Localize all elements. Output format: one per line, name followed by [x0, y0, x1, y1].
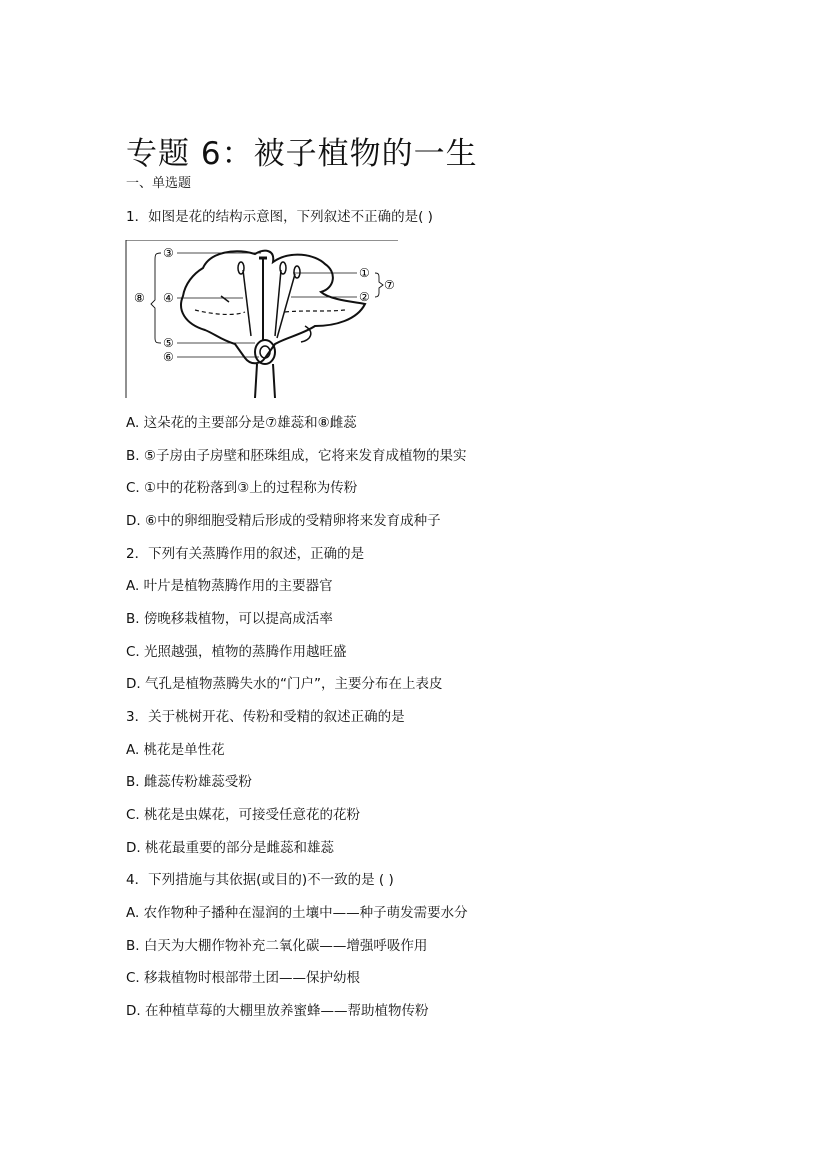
label-8: ⑧: [134, 291, 145, 305]
question-4-option-d: D. 在种植草莓的大棚里放养蜜蜂——帮助植物传粉: [126, 1003, 429, 1019]
question-1-option-d: D. ⑥中的卵细胞受精后形成的受精卵将来发育成种子: [126, 513, 441, 529]
question-4-option-c: C. 移栽植物时根部带土团——保护幼根: [126, 970, 361, 986]
question-2-option-a: A. 叶片是植物蒸腾作用的主要器官: [126, 578, 333, 594]
question-3-option-a: A. 桃花是单性花: [126, 742, 225, 758]
label-3: ③: [163, 246, 174, 260]
question-2-option-b: B. 傍晚移栽植物，可以提高成活率: [126, 611, 333, 627]
question-1-option-a: A. 这朵花的主要部分是⑦雄蕊和⑧雌蕊: [126, 415, 357, 431]
label-4: ④: [163, 291, 174, 305]
flower-structure-diagram: [125, 240, 400, 398]
question-3-option-d: D. 桃花最重要的部分是雌蕊和雄蕊: [126, 840, 334, 856]
question-3-option-c: C. 桃花是虫媒花，可接受任意花的花粉: [126, 807, 361, 823]
question-3-option-b: B. 雌蕊传粉雄蕊受粉: [126, 774, 252, 790]
question-1-option-c: C. ①中的花粉落到③上的过程称为传粉: [126, 480, 358, 496]
label-7: ⑦: [384, 278, 395, 292]
question-2-option-c: C. 光照越强，植物的蒸腾作用越旺盛: [126, 644, 347, 660]
label-1: ①: [359, 266, 370, 280]
question-2-option-d: D. 气孔是植物蒸腾失水的“门户”，主要分布在上表皮: [126, 676, 443, 692]
question-3-stem: 3．关于桃树开花、传粉和受精的叙述正确的是: [126, 709, 405, 725]
question-1-stem: 1．如图是花的结构示意图，下列叙述不正确的是( ): [126, 209, 433, 225]
question-2-stem: 2．下列有关蒸腾作用的叙述，正确的是: [126, 546, 365, 562]
question-1-option-b: B. ⑤子房由子房壁和胚珠组成，它将来发育成植物的果实: [126, 448, 467, 464]
question-4-option-a: A. 农作物种子播种在湿润的土壤中——种子萌发需要水分: [126, 905, 468, 921]
label-2: ②: [359, 290, 370, 304]
question-4-stem: 4．下列措施与其依据(或目的)不一致的是 ( ): [126, 872, 394, 888]
question-4-option-b: B. 白天为大棚作物补充二氧化碳——增强呼吸作用: [126, 938, 428, 954]
section-heading: 一、单选题: [126, 176, 192, 191]
label-5: ⑤: [163, 336, 174, 350]
label-6: ⑥: [163, 350, 174, 364]
page-title: 专题 6：被子植物的一生: [126, 136, 478, 172]
